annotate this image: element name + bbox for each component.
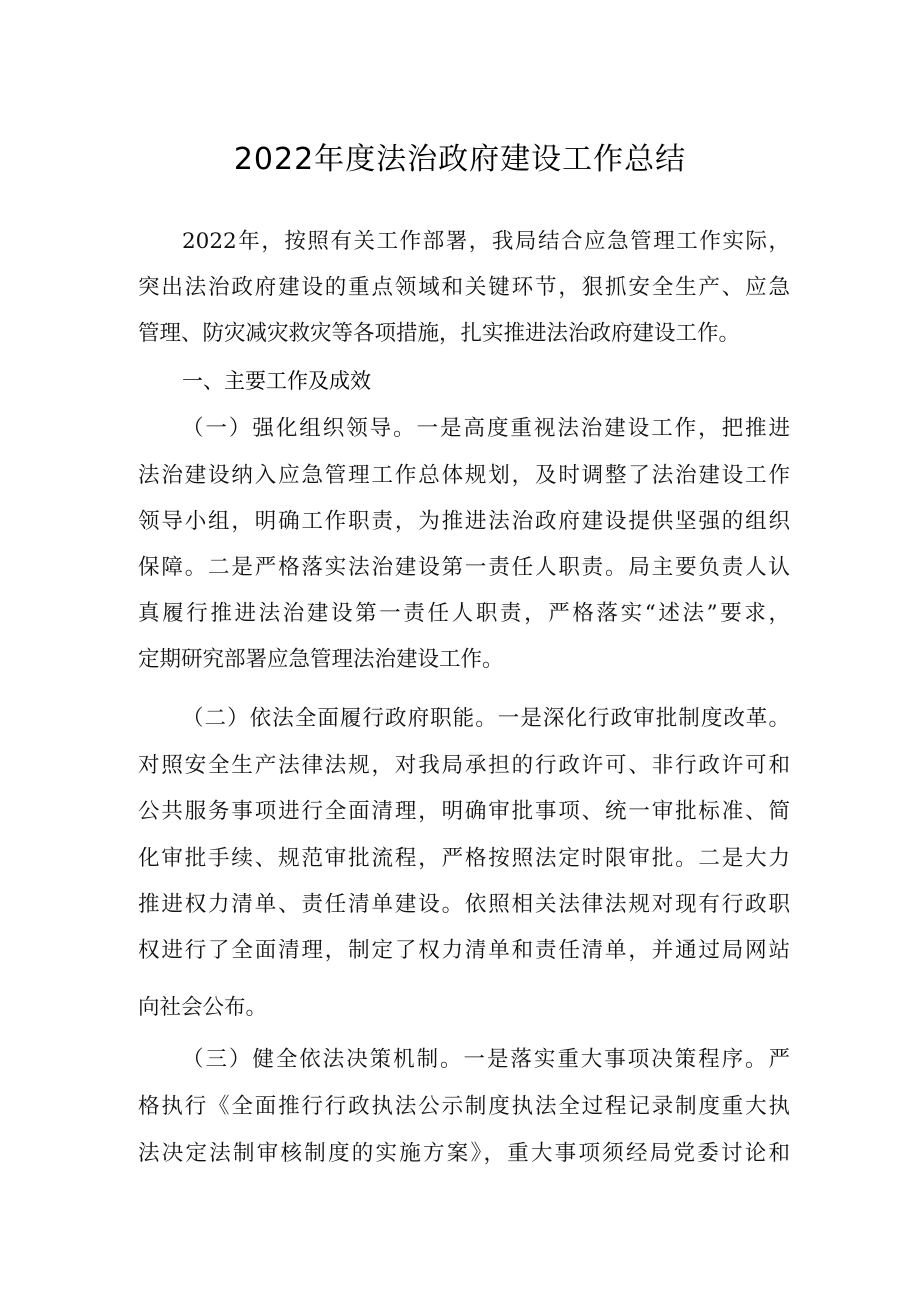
- paragraph-line: 推进权力清单、责任清单建设。依照相关法律法规对现有行政职: [138, 892, 790, 917]
- section-heading: 一、主要工作及成效: [182, 369, 371, 393]
- paragraph-line: 化审批手续、规范审批流程，严格按照法定时限审批。二是大力: [138, 846, 790, 871]
- paragraph-line: 管理、防灾减灾救灾等各项措施，扎实推进法治政府建设工作。: [138, 321, 741, 346]
- paragraph-line: 领导小组，明确工作职责，为推进法治政府建设提供坚强的组织: [138, 509, 790, 534]
- paragraph-line: 权进行了全面清理，制定了权力清单和责任清单，并通过局网站: [138, 938, 790, 963]
- paragraph-line: 公共服务事项进行全面清理，明确审批事项、统一审批标准、简: [138, 799, 790, 824]
- paragraph-line: 对照安全生产法律法规，对我局承担的行政许可、非行政许可和: [138, 753, 790, 778]
- paragraph-line: 法治建设纳入应急管理工作总体规划，及时调整了法治建设工作: [138, 463, 790, 488]
- paragraph-line: （二）依法全面履行政府职能。一是深化行政审批制度改革。: [182, 706, 790, 731]
- paragraph-line: 定期研究部署应急管理法治建设工作。: [138, 647, 504, 672]
- paragraph-line: （三）健全依法决策机制。一是落实重大事项决策程序。严: [182, 1047, 790, 1072]
- paragraph-line: 格执行《全面推行行政执法公示制度执法全过程记录制度重大执: [138, 1094, 790, 1119]
- paragraph-line: 突出法治政府建设的重点领域和关键环节，狠抓安全生产、应急: [138, 275, 790, 300]
- document-title: 2022年度法治政府建设工作总结: [233, 142, 687, 177]
- paragraph-line: （一）强化组织领导。一是高度重视法治建设工作，把推进: [182, 416, 790, 441]
- paragraph-line: 2022年，按照有关工作部署，我局结合应急管理工作实际，: [182, 229, 790, 254]
- paragraph-line: 法决定法制审核制度的实施方案》，重大事项须经局党委讨论和: [138, 1141, 790, 1166]
- paragraph-line: 保障。二是严格落实法治建设第一责任人职责。局主要负责人认: [138, 555, 790, 580]
- paragraph-line: 向社会公布。: [138, 995, 268, 1020]
- paragraph-line: 真履行推进法治建设第一责任人职责，严格落实“述法”要求，: [138, 601, 790, 626]
